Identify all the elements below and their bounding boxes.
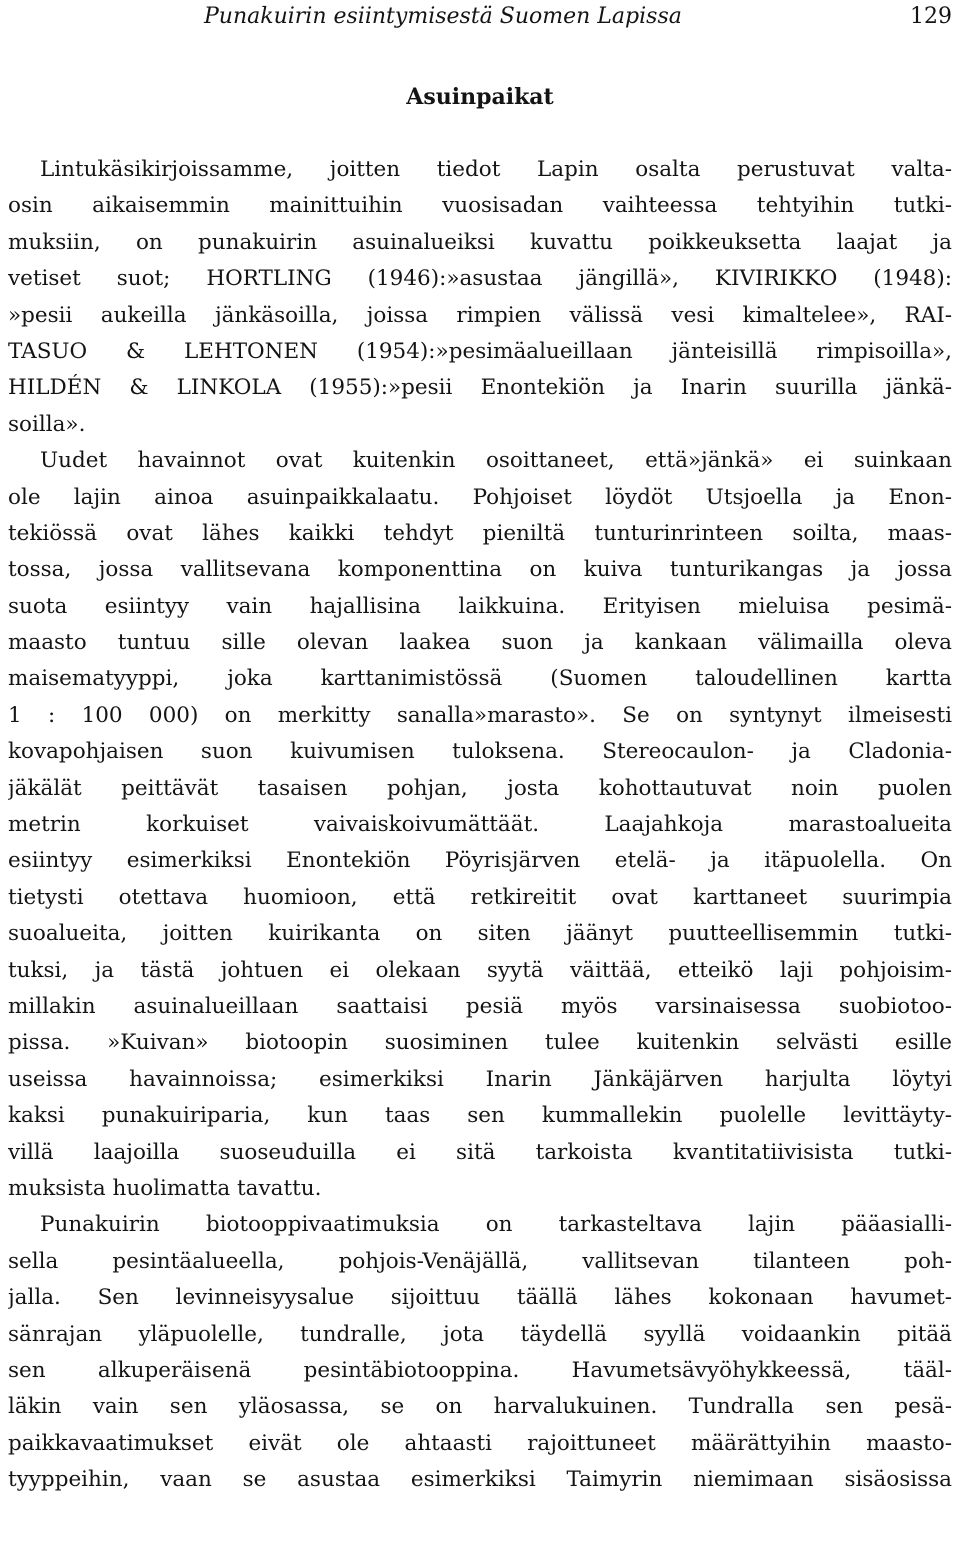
text-line: TASUO & LEHTONEN (1954):»pesimäalueillaan jänteisillä rimpisoilla», (8, 338, 952, 364)
text-line: metrin korkuiset vaivaiskoivumättäät. Laajahkoja marastoalueita (8, 812, 952, 838)
page-number: 129 (910, 4, 952, 29)
section-heading: Asuinpaikat (406, 84, 554, 110)
text-line: villä laajoilla suoseuduilla ei sitä tarkoista kvantitatiivisista tutki- (8, 1139, 952, 1165)
text-line: tietysti otettava huomioon, että retkireitit ovat karttaneet suurimpia (8, 884, 952, 910)
text-line: kovapohjaisen suon kuivumisen tuloksena. Stereocaulon- ja Cladonia- (8, 739, 952, 765)
text-line: ole lajin ainoa asuinpaikkalaatu. Pohjoiset löydöt Utsjoella ja Enon- (8, 484, 952, 510)
text-line: osin aikaisemmin mainittuihin vuosisadan vaihteessa tehtyihin tutki- (8, 193, 952, 219)
text-line: vetiset suot; HORTLING (1946):»asustaa jängillä», KIVIRIKKO (1948): (8, 266, 952, 292)
running-head (8, 2, 952, 32)
text-line: jäkälät peittävät tasaisen pohjan, josta kohottautuvat noin puolen (8, 775, 952, 801)
text-line: suota esiintyy vain hajallisina laikkuina. Erityisen mieluisa pesimä- (8, 593, 952, 619)
text-line: suoalueita, joitten kuirikanta on siten jäänyt puutteellisemmin tutki- (8, 921, 952, 947)
body-text (8, 152, 952, 1498)
text-line: esiintyy esimerkiksi Enontekiön Pöyrisjärven etelä- ja itäpuolella. On (8, 848, 952, 874)
text-line: tekiössä ovat lähes kaikki tehdyt pieniltä tunturinrinteen soilta, maas- (8, 520, 952, 546)
text-line: paikkavaatimukset eivät ole ahtaasti rajoittuneet määrättyihin maasto- (8, 1430, 952, 1456)
text-line: soilla». (8, 411, 86, 437)
text-line: muksista huolimatta tavattu. (8, 1175, 322, 1201)
text-line: millakin asuinalueillaan saattaisi pesiä myös varsinaisessa suobiotoo- (8, 993, 952, 1019)
text-line: tossa, jossa vallitsevana komponenttina on kuiva tunturikangas ja jossa (8, 557, 952, 583)
text-line: Lintukäsikirjoissamme, joitten tiedot Lapin osalta perustuvat valta- (40, 157, 952, 182)
text-line: sänrajan yläpuolelle, tundralle, jota täydellä syyllä voidaankin pitää (8, 1321, 952, 1347)
text-line: HILDÉN & LINKOLA (1955):»pesii Enontekiön ja Inarin suurilla jänkä- (8, 375, 952, 401)
text-line: läkin vain sen yläosassa, se on harvalukuinen. Tundralla sen pesä- (8, 1394, 952, 1420)
text-line: Punakuirin biotooppivaatimuksia on tarkasteltava lajin pääasialli- (40, 1212, 952, 1238)
text-line: sella pesintäalueella, pohjois-Venäjällä, vallitsevan tilanteen poh- (8, 1248, 952, 1274)
text-line: tuksi, ja tästä johtuen ei olekaan syytä väittää, etteikö laji pohjoisim- (8, 957, 952, 983)
text-line: maasto tuntuu sille olevan laakea suon ja kankaan välimailla oleva (8, 630, 952, 656)
text-line: useissa havainnoissa; esimerkiksi Inarin Jänkäjärven harjulta löytyi (8, 1066, 952, 1092)
text-line: Uudet havainnot ovat kuitenkin osoittaneet, että»jänkä» ei suinkaan (40, 448, 952, 474)
text-line: muksiin, on punakuirin asuinalueiksi kuvattu poikkeuksetta laajat ja (8, 229, 952, 255)
running-title: Punakuirin esiintymisestä Suomen Lapissa (204, 4, 682, 29)
text-line: »pesii aukeilla jänkäsoilla, joissa rimpien välissä vesi kimaltelee», RAI- (8, 302, 952, 328)
text-line: kaksi punakuiriparia, kun taas sen kummallekin puolelle levittäyty- (8, 1103, 952, 1129)
text-line: sen alkuperäisenä pesintäbiotooppina. Havumetsävyöhykkeessä, tääl- (8, 1357, 952, 1383)
text-line: jalla. Sen levinneisyysalue sijoittuu täällä lähes kokonaan havumet- (8, 1285, 952, 1311)
text-line: pissa. »Kuivan» biotoopin suosiminen tulee kuitenkin selvästi esille (8, 1030, 952, 1056)
text-line: 1 : 100 000) on merkitty sanalla»marasto». Se on syntynyt ilmeisesti (8, 702, 952, 728)
text-line: maisematyyppi, joka karttanimistössä (Suomen taloudellinen kartta (8, 666, 952, 692)
text-line: tyyppeihin, vaan se asustaa esimerkiksi Taimyrin niemimaan sisäosissa (8, 1467, 952, 1493)
